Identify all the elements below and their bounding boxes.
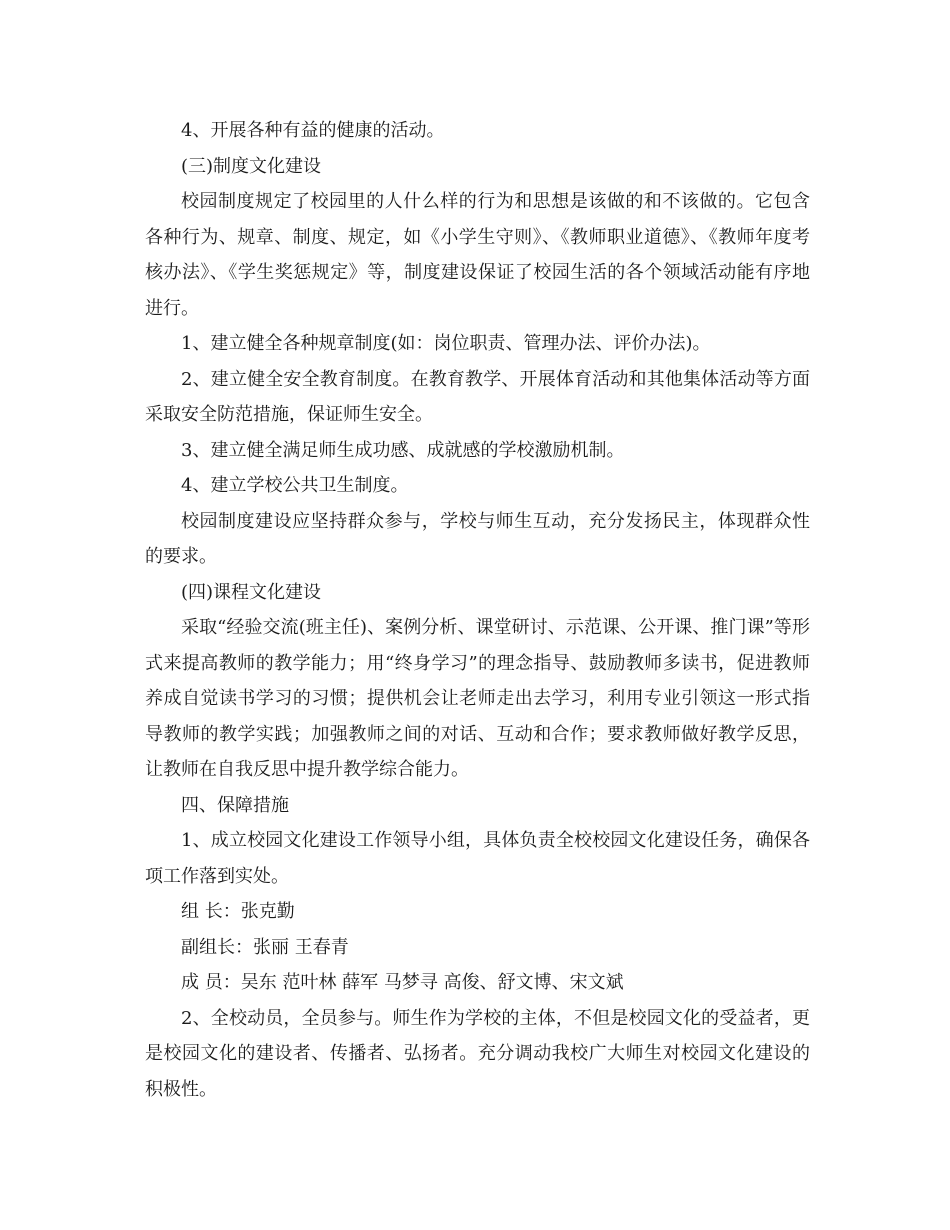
section-heading-system-culture: (三)制度文化建设 [181, 155, 322, 177]
item-rules-system: 1、建立健全各种规章制度(如：岗位职责、管理办法、评价办法)。 [181, 333, 711, 354]
item-activities: 4、开展各种有益的健康的活动。 [181, 120, 445, 141]
section-heading-curriculum-culture: (四)课程文化建设 [181, 581, 322, 603]
paragraph-system-definition: 校园制度规定了校园里的人什么样的行为和思想是该做的和不该做的。它包含各种行为、规章、制度、规定，如《小学生守则》、《教师职业道德》、《教师年度考核办法》、《学生奖惩规定》等，制度建设保证了校园生活的各个领域活动能有序地进行。 [145, 191, 810, 319]
section-heading-safeguards: 四、保障措施 [181, 794, 289, 816]
document-body [145, 113, 810, 1107]
item-leadership-group: 1、成立校园文化建设工作领导小组，具体负责全校校园文化建设任务，确保各项工作落到实处。 [145, 830, 810, 887]
members-line: 成 员：吴东 范叶林 薛军 马梦寻 高俊、舒文博、宋文斌 [181, 972, 624, 993]
item-safety-system: 2、建立健全安全教育制度。在教育教学、开展体育活动和其他集体活动等方面采取安全防范措施，保证师生安全。 [145, 368, 810, 425]
group-leader-line: 组 长：张克勤 [181, 901, 295, 922]
item-mobilization: 2、全校动员，全员参与。师生作为学校的主体，不但是校园文化的受益者，更是校园文化的建设者、传播者、弘扬者。充分调动我校广大师生对校园文化建设的积极性。 [145, 1007, 810, 1100]
deputy-leader-line: 副组长：张丽 王春青 [181, 936, 349, 958]
item-incentive-system: 3、建立健全满足师生成功感、成就感的学校激励机制。 [181, 439, 625, 461]
paragraph-teacher-development: 采取“经验交流(班主任)、案例分析、课堂研讨、示范课、公开课、推门课”等形式来提高教师的教学能力；用“终身学习”的理念指导、鼓励教师多读书，促进教师养成自觉读书学习的习惯；提供机会让老师走出去学习，利用专业引领这一形式指导教师的教学实践；加强教师之间的对话、互动和合作；要求教师做好教学反思，让教师在自我反思中提升教学综合能力。 [145, 617, 810, 780]
item-hygiene-system: 4、建立学校公共卫生制度。 [181, 475, 409, 496]
paragraph-mass-participation: 校园制度建设应坚持群众参与，学校与师生互动，充分发扬民主，体现群众性的要求。 [145, 510, 810, 567]
